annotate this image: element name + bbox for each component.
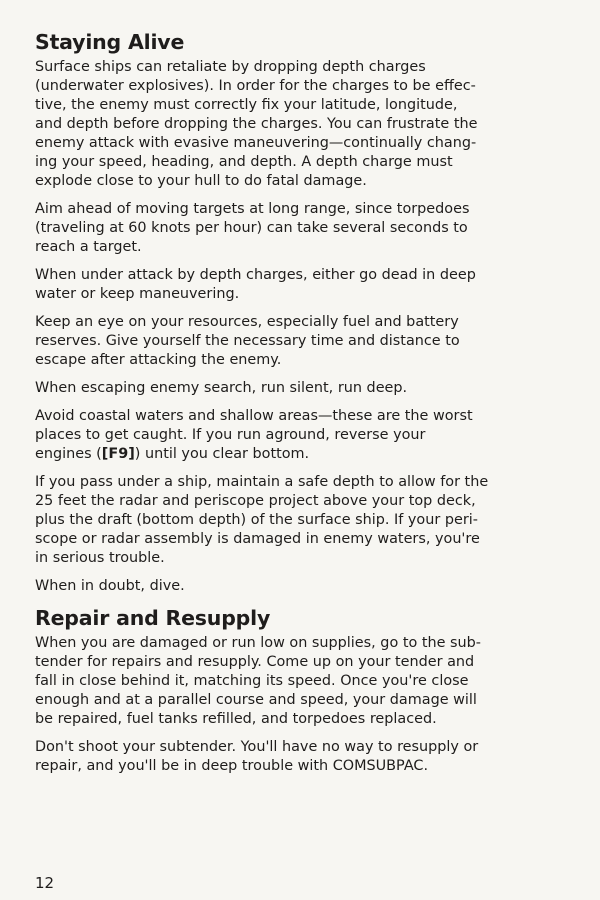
paragraph-under-attack (35, 266, 532, 304)
text-line: When you are damaged or run low on supplies, go to the sub- (35, 635, 481, 651)
text-line: water or keep maneuvering. (35, 286, 240, 302)
text-line: tive, the enemy must correctly fix your latitude, longitude, (35, 97, 458, 113)
text-line: tender for repairs and resupply. Come up on your tender and (35, 654, 475, 670)
text-line: Surface ships can retaliate by dropping depth charges (35, 59, 426, 75)
text-line: Don't shoot your subtender. You'll have no way to resupply or (35, 739, 479, 755)
paragraph-subtender (35, 634, 532, 729)
text-fragment: engines ( (35, 446, 102, 462)
text-line: escape after attacking the enemy. (35, 352, 282, 368)
paragraph-when-in-doubt (35, 577, 532, 596)
text-line: in serious trouble. (35, 550, 165, 566)
paragraph-depth-charges (35, 58, 532, 191)
text-line: reach a target. (35, 239, 142, 255)
page-number: 12 (35, 874, 55, 892)
paragraph-aim-ahead (35, 200, 532, 257)
text-line: places to get caught. If you run aground, reverse your (35, 427, 426, 443)
paragraph-dont-shoot (35, 738, 532, 776)
text-line: (traveling at 60 knots per hour) can take several seconds to (35, 220, 468, 236)
paragraph-resources (35, 313, 532, 370)
paragraph-pass-under-ship (35, 473, 532, 568)
text-line: When under attack by depth charges, either go dead in deep (35, 267, 476, 283)
text-line: plus the draft (bottom depth) of the surface ship. If your peri- (35, 512, 478, 528)
section-heading-staying-alive: Staying Alive (35, 30, 185, 54)
text-line: Avoid coastal waters and shallow areas—these are the worst (35, 408, 473, 424)
f9-key-reference: [F9] (101, 446, 135, 462)
text-line: ing your speed, heading, and depth. A depth charge must (35, 154, 453, 170)
text-line: Keep an eye on your resources, especially fuel and battery (35, 314, 459, 330)
text-line: and depth before dropping the charges. You can frustrate the (35, 116, 478, 132)
text-line: enemy attack with evasive maneuvering—continually chang- (35, 135, 477, 151)
text-line: reserves. Give yourself the necessary time and distance to (35, 333, 460, 349)
text-line: repair, and you'll be in deep trouble with COMSUBPAC. (35, 758, 429, 774)
text-line: scope or radar assembly is damaged in enemy waters, you're (35, 531, 480, 547)
text-line: be repaired, fuel tanks refilled, and torpedoes replaced. (35, 711, 437, 727)
text-line: (underwater explosives). In order for the charges to be effec- (35, 78, 476, 94)
text-line-with-key (35, 445, 532, 464)
paragraph-run-silent (35, 379, 532, 398)
text-line: Aim ahead of moving targets at long range, since torpedoes (35, 201, 470, 217)
text-line: explode close to your hull to do fatal damage. (35, 173, 367, 189)
section-heading-repair-resupply: Repair and Resupply (35, 606, 271, 630)
text-fragment: ) until you clear bottom. (134, 446, 310, 462)
text-line: enough and at a parallel course and speed, your damage will (35, 692, 477, 708)
text-line: If you pass under a ship, maintain a safe depth to allow for the (35, 474, 489, 490)
text-line: fall in close behind it, matching its speed. Once you're close (35, 673, 469, 689)
text-line: When in doubt, dive. (35, 578, 185, 594)
text-line: When escaping enemy search, run silent, run deep. (35, 380, 408, 396)
text-line: 25 feet the radar and periscope project above your top deck, (35, 493, 476, 509)
paragraph-coastal-waters (35, 407, 532, 464)
